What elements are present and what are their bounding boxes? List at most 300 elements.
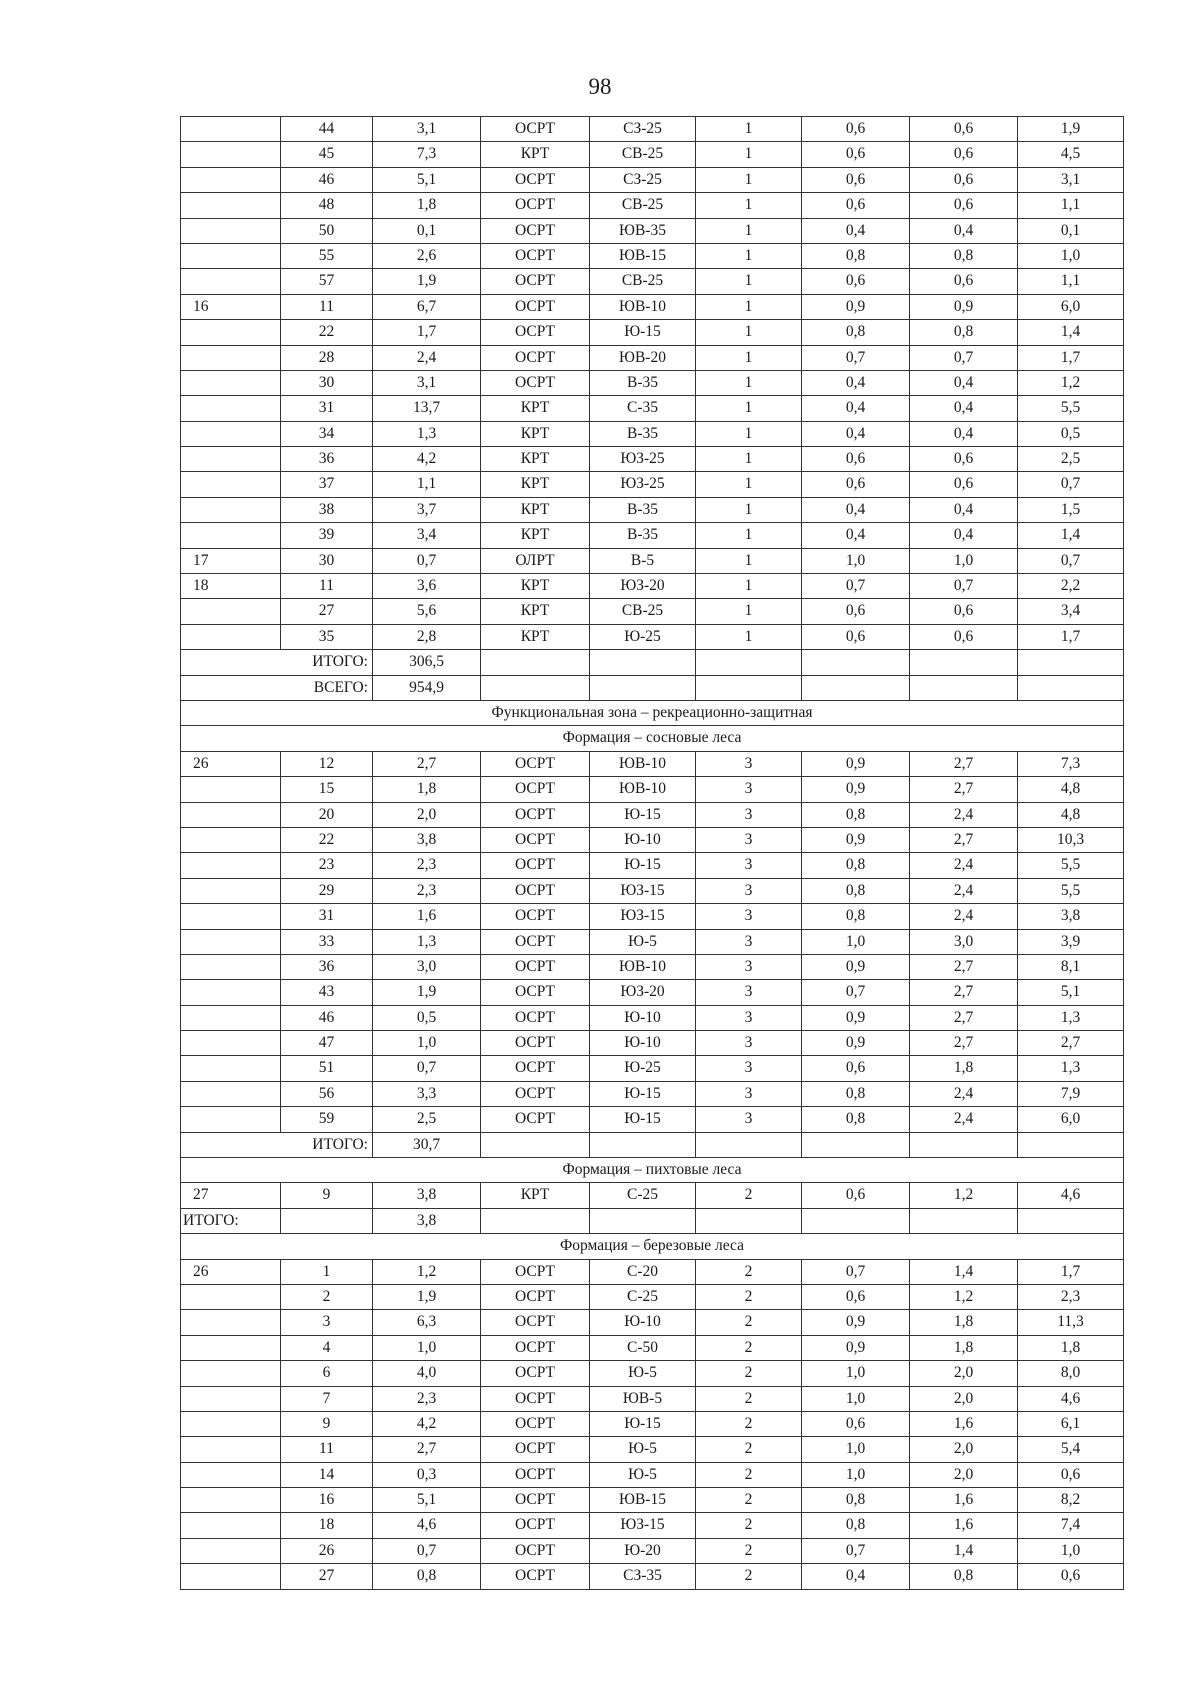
- cell-vydel: 26: [281, 1538, 373, 1563]
- cell-coef-b: 0,7: [802, 345, 910, 370]
- cell-exposure: С-25: [590, 1284, 696, 1309]
- cell-coef-c: 2,4: [910, 853, 1018, 878]
- cell-coef-c: 0,4: [910, 497, 1018, 522]
- cell-kvartal: [181, 1310, 281, 1335]
- cell-kvartal: [181, 243, 281, 268]
- itogo-row: [181, 1132, 1124, 1157]
- cell-coef-b: 0,7: [802, 1538, 910, 1563]
- cell-coef-c: 2,7: [910, 777, 1018, 802]
- cell-vydel: 15: [281, 777, 373, 802]
- block-4-rows: [181, 1259, 1124, 1589]
- table-row: [181, 1564, 1124, 1589]
- cell-category: КРТ: [481, 142, 590, 167]
- cell-area: 2,3: [373, 1386, 481, 1411]
- cell-kvartal: [181, 1335, 281, 1360]
- cell-vydel: 38: [281, 497, 373, 522]
- cell-area: 1,6: [373, 904, 481, 929]
- table-row: [181, 142, 1124, 167]
- cell-vydel: 59: [281, 1107, 373, 1132]
- cell-coef-c: 0,8: [910, 243, 1018, 268]
- cell-area: 0,3: [373, 1462, 481, 1487]
- cell-coef-a: 3: [696, 777, 802, 802]
- cell-exposure: Ю-10: [590, 1310, 696, 1335]
- cell-coef-b: 0,9: [802, 1335, 910, 1360]
- cell-category: ОСРТ: [481, 1005, 590, 1030]
- cell-coef-a: 3: [696, 827, 802, 852]
- cell-coef-c: 2,4: [910, 802, 1018, 827]
- cell-coef-c: 2,0: [910, 1437, 1018, 1462]
- cell-category: ОСРТ: [481, 751, 590, 776]
- cell-coef-c: 1,6: [910, 1411, 1018, 1436]
- cell-vydel: 48: [281, 193, 373, 218]
- cell-coef-b: 0,4: [802, 421, 910, 446]
- cell-coef-c: 0,4: [910, 421, 1018, 446]
- cell-exposure: ЮЗ-15: [590, 878, 696, 903]
- cell-result: 1,1: [1018, 193, 1124, 218]
- cell-exposure: Ю-5: [590, 1361, 696, 1386]
- cell-area: 3,3: [373, 1081, 481, 1106]
- cell-kvartal: [181, 117, 281, 142]
- cell-category: ОСРТ: [481, 193, 590, 218]
- cell-coef-b: 0,8: [802, 878, 910, 903]
- cell-exposure: СВ-25: [590, 193, 696, 218]
- cell-vydel: 47: [281, 1031, 373, 1056]
- cell-coef-b: 0,6: [802, 117, 910, 142]
- cell-kvartal: [181, 218, 281, 243]
- cell-category: ОСРТ: [481, 802, 590, 827]
- itogo-value: 30,7: [373, 1132, 481, 1157]
- cell-coef-b: 0,6: [802, 472, 910, 497]
- cell-coef-b: 0,8: [802, 243, 910, 268]
- cell-exposure: Ю-15: [590, 320, 696, 345]
- table-row: [181, 1183, 1124, 1208]
- cell-coef-a: 2: [696, 1462, 802, 1487]
- cell-category: КРТ: [481, 472, 590, 497]
- cell-area: 2,3: [373, 853, 481, 878]
- cell-coef-a: 3: [696, 1081, 802, 1106]
- cell-coef-b: 0,6: [802, 1284, 910, 1309]
- cell-category: ОСРТ: [481, 218, 590, 243]
- cell-coef-b: 0,6: [802, 1411, 910, 1436]
- cell-coef-c: 2,4: [910, 878, 1018, 903]
- table-row: [181, 878, 1124, 903]
- cell-coef-c: 0,7: [910, 345, 1018, 370]
- table-row: [181, 167, 1124, 192]
- table-row: [181, 954, 1124, 979]
- cell-coef-a: 3: [696, 929, 802, 954]
- cell-coef-b: 0,4: [802, 523, 910, 548]
- cell-exposure: Ю-5: [590, 1462, 696, 1487]
- cell-coef-a: 1: [696, 269, 802, 294]
- cell-exposure: В-35: [590, 523, 696, 548]
- cell-coef-c: 0,8: [910, 320, 1018, 345]
- cell-result: 1,3: [1018, 1056, 1124, 1081]
- cell-exposure: ЮЗ-25: [590, 447, 696, 472]
- cell-area: 3,1: [373, 117, 481, 142]
- cell-vydel: 45: [281, 142, 373, 167]
- cell-vydel: 33: [281, 929, 373, 954]
- cell-kvartal: [181, 1284, 281, 1309]
- cell-kvartal: [181, 1488, 281, 1513]
- cell-coef-c: 0,9: [910, 294, 1018, 319]
- cell-exposure: ЮЗ-20: [590, 574, 696, 599]
- cell-area: 1,7: [373, 320, 481, 345]
- cell-vydel: 43: [281, 980, 373, 1005]
- cell-result: 7,3: [1018, 751, 1124, 776]
- cell-coef-a: 1: [696, 142, 802, 167]
- table-row: [181, 1462, 1124, 1487]
- cell-coef-b: 0,9: [802, 751, 910, 776]
- cell-coef-a: 2: [696, 1284, 802, 1309]
- cell-exposure: ЮВ-35: [590, 218, 696, 243]
- table-row: [181, 345, 1124, 370]
- cell-result: 1,7: [1018, 345, 1124, 370]
- cell-result: 0,7: [1018, 472, 1124, 497]
- cell-result: 1,0: [1018, 243, 1124, 268]
- cell-exposure: Ю-10: [590, 827, 696, 852]
- cell-area: 1,8: [373, 193, 481, 218]
- cell-kvartal: [181, 802, 281, 827]
- cell-area: 2,3: [373, 878, 481, 903]
- cell-vydel: 3: [281, 1310, 373, 1335]
- cell-exposure: ЮЗ-15: [590, 1513, 696, 1538]
- cell-category: КРТ: [481, 523, 590, 548]
- table-row: [181, 1310, 1124, 1335]
- table-row: [181, 294, 1124, 319]
- cell-coef-b: 0,4: [802, 497, 910, 522]
- cell-result: 3,1: [1018, 167, 1124, 192]
- cell-coef-a: 3: [696, 1005, 802, 1030]
- totals-block-2: [181, 1132, 1124, 1183]
- cell-coef-b: 0,4: [802, 370, 910, 395]
- cell-exposure: СЗ-35: [590, 1564, 696, 1589]
- cell-exposure: ЮЗ-15: [590, 904, 696, 929]
- cell-result: 6,0: [1018, 294, 1124, 319]
- cell-category: ОСРТ: [481, 1031, 590, 1056]
- cell-result: 5,5: [1018, 396, 1124, 421]
- cell-result: 1,8: [1018, 1335, 1124, 1360]
- cell-kvartal: [181, 1411, 281, 1436]
- table-row: [181, 447, 1124, 472]
- cell-exposure: ЮВ-20: [590, 345, 696, 370]
- cell-exposure: В-35: [590, 421, 696, 446]
- cell-coef-a: 3: [696, 904, 802, 929]
- cell-category: ОСРТ: [481, 1310, 590, 1335]
- cell-area: 4,2: [373, 447, 481, 472]
- cell-result: 1,0: [1018, 1538, 1124, 1563]
- cell-coef-c: 0,6: [910, 269, 1018, 294]
- table-row: [181, 802, 1124, 827]
- cell-exposure: Ю-25: [590, 624, 696, 649]
- table-row: [181, 1411, 1124, 1436]
- cell-kvartal: 18: [181, 574, 281, 599]
- cell-kvartal: [181, 345, 281, 370]
- cell-result: 1,1: [1018, 269, 1124, 294]
- cell-vydel: 27: [281, 599, 373, 624]
- cell-result: 0,6: [1018, 1462, 1124, 1487]
- table-row: [181, 370, 1124, 395]
- cell-coef-a: 3: [696, 1031, 802, 1056]
- cell-kvartal: [181, 878, 281, 903]
- cell-coef-b: 0,9: [802, 1031, 910, 1056]
- cell-kvartal: [181, 777, 281, 802]
- cell-coef-b: 0,4: [802, 396, 910, 421]
- cell-coef-a: 1: [696, 320, 802, 345]
- cell-result: 8,2: [1018, 1488, 1124, 1513]
- cell-category: ОСРТ: [481, 294, 590, 319]
- cell-exposure: ЮВ-15: [590, 1488, 696, 1513]
- cell-coef-a: 2: [696, 1411, 802, 1436]
- cell-category: ОСРТ: [481, 370, 590, 395]
- cell-vydel: 9: [281, 1411, 373, 1436]
- cell-coef-a: 1: [696, 396, 802, 421]
- table-row: [181, 853, 1124, 878]
- itogo-row: [181, 1208, 1124, 1233]
- cell-category: ОСРТ: [481, 1081, 590, 1106]
- cell-result: 8,1: [1018, 954, 1124, 979]
- cell-area: 5,6: [373, 599, 481, 624]
- cell-category: ОСРТ: [481, 1386, 590, 1411]
- forest-data-table: [180, 116, 1124, 1590]
- table-row: [181, 1513, 1124, 1538]
- cell-category: КРТ: [481, 421, 590, 446]
- cell-vydel: 55: [281, 243, 373, 268]
- itogo-label: ИТОГО:: [181, 650, 373, 675]
- cell-coef-c: 1,2: [910, 1284, 1018, 1309]
- cell-coef-a: 1: [696, 497, 802, 522]
- cell-area: 0,8: [373, 1564, 481, 1589]
- cell-category: КРТ: [481, 624, 590, 649]
- cell-coef-c: 1,4: [910, 1538, 1018, 1563]
- cell-category: КРТ: [481, 396, 590, 421]
- formation-birch-title: Формация – березовые леса: [181, 1234, 1124, 1259]
- cell-category: ОСРТ: [481, 878, 590, 903]
- cell-coef-a: 1: [696, 193, 802, 218]
- cell-exposure: Ю-15: [590, 1081, 696, 1106]
- cell-coef-c: 0,7: [910, 574, 1018, 599]
- cell-kvartal: [181, 1081, 281, 1106]
- cell-vydel: 14: [281, 1462, 373, 1487]
- cell-kvartal: [181, 421, 281, 446]
- cell-category: ОСРТ: [481, 117, 590, 142]
- cell-result: 2,3: [1018, 1284, 1124, 1309]
- cell-exposure: С-20: [590, 1259, 696, 1284]
- cell-coef-c: 0,4: [910, 523, 1018, 548]
- cell-area: 0,7: [373, 548, 481, 573]
- cell-category: ОСРТ: [481, 853, 590, 878]
- table-row: [181, 421, 1124, 446]
- cell-category: ОСРТ: [481, 1488, 590, 1513]
- cell-coef-c: 2,7: [910, 1005, 1018, 1030]
- cell-result: 1,5: [1018, 497, 1124, 522]
- cell-result: 0,7: [1018, 548, 1124, 573]
- cell-exposure: В-35: [590, 497, 696, 522]
- cell-result: 0,5: [1018, 421, 1124, 446]
- cell-coef-a: 2: [696, 1259, 802, 1284]
- cell-exposure: В-5: [590, 548, 696, 573]
- cell-coef-b: 0,6: [802, 269, 910, 294]
- cell-category: ОСРТ: [481, 1259, 590, 1284]
- cell-coef-b: 0,7: [802, 574, 910, 599]
- cell-result: 2,7: [1018, 1031, 1124, 1056]
- cell-coef-b: 0,6: [802, 1183, 910, 1208]
- cell-vydel: 6: [281, 1361, 373, 1386]
- table-row: [181, 269, 1124, 294]
- cell-kvartal: [181, 447, 281, 472]
- cell-area: 4,2: [373, 1411, 481, 1436]
- cell-vydel: 56: [281, 1081, 373, 1106]
- table-row: [181, 1005, 1124, 1030]
- cell-result: 0,6: [1018, 1564, 1124, 1589]
- cell-coef-a: 2: [696, 1538, 802, 1563]
- cell-kvartal: [181, 193, 281, 218]
- cell-coef-c: 0,6: [910, 624, 1018, 649]
- cell-vydel: 29: [281, 878, 373, 903]
- cell-area: 3,1: [373, 370, 481, 395]
- cell-coef-a: 2: [696, 1386, 802, 1411]
- table-row: [181, 396, 1124, 421]
- cell-coef-b: 1,0: [802, 1462, 910, 1487]
- cell-coef-a: 2: [696, 1183, 802, 1208]
- cell-vydel: 44: [281, 117, 373, 142]
- cell-coef-a: 1: [696, 243, 802, 268]
- cell-area: 5,1: [373, 1488, 481, 1513]
- cell-result: 4,8: [1018, 777, 1124, 802]
- cell-coef-a: 3: [696, 1056, 802, 1081]
- cell-kvartal: [181, 1031, 281, 1056]
- cell-area: 3,0: [373, 954, 481, 979]
- cell-area: 2,0: [373, 802, 481, 827]
- cell-vydel: 4: [281, 1335, 373, 1360]
- cell-kvartal: [181, 904, 281, 929]
- cell-exposure: Ю-20: [590, 1538, 696, 1563]
- cell-exposure: СВ-25: [590, 599, 696, 624]
- formation-row: [181, 726, 1124, 751]
- cell-result: 0,1: [1018, 218, 1124, 243]
- cell-exposure: Ю-15: [590, 1411, 696, 1436]
- cell-coef-c: 0,4: [910, 370, 1018, 395]
- cell-result: 5,5: [1018, 853, 1124, 878]
- cell-coef-c: 0,6: [910, 472, 1018, 497]
- cell-category: ОСРТ: [481, 345, 590, 370]
- cell-vydel: 16: [281, 1488, 373, 1513]
- cell-area: 1,0: [373, 1335, 481, 1360]
- itogo-row: [181, 650, 1124, 675]
- cell-coef-a: 3: [696, 802, 802, 827]
- cell-coef-c: 2,0: [910, 1386, 1018, 1411]
- cell-category: КРТ: [481, 447, 590, 472]
- cell-vydel: 2: [281, 1284, 373, 1309]
- cell-coef-a: 1: [696, 548, 802, 573]
- cell-coef-a: 1: [696, 447, 802, 472]
- cell-kvartal: [181, 624, 281, 649]
- cell-result: 6,0: [1018, 1107, 1124, 1132]
- formation-row: [181, 1234, 1124, 1259]
- cell-category: ОСРТ: [481, 1411, 590, 1436]
- cell-vydel: 46: [281, 167, 373, 192]
- table-row: [181, 320, 1124, 345]
- itogo-label: ИТОГО:: [181, 1208, 281, 1233]
- cell-coef-c: 0,6: [910, 447, 1018, 472]
- page-number: 98: [588, 74, 612, 99]
- cell-category: ОСРТ: [481, 1335, 590, 1360]
- cell-coef-c: 1,6: [910, 1513, 1018, 1538]
- cell-coef-b: 0,9: [802, 294, 910, 319]
- cell-vydel: 31: [281, 396, 373, 421]
- cell-vydel: 22: [281, 827, 373, 852]
- table-row: [181, 827, 1124, 852]
- cell-area: 1,9: [373, 980, 481, 1005]
- cell-vydel: 11: [281, 1437, 373, 1462]
- cell-coef-c: 0,6: [910, 193, 1018, 218]
- cell-kvartal: [181, 980, 281, 1005]
- cell-vydel: 57: [281, 269, 373, 294]
- cell-exposure: Ю-5: [590, 929, 696, 954]
- cell-coef-a: 2: [696, 1335, 802, 1360]
- table-row: [181, 243, 1124, 268]
- cell-kvartal: [181, 1005, 281, 1030]
- cell-exposure: С-50: [590, 1335, 696, 1360]
- cell-area: 1,3: [373, 929, 481, 954]
- table-row: [181, 929, 1124, 954]
- cell-category: КРТ: [481, 497, 590, 522]
- cell-exposure: ЮВ-10: [590, 777, 696, 802]
- cell-kvartal: [181, 320, 281, 345]
- cell-result: 3,9: [1018, 929, 1124, 954]
- cell-kvartal: [181, 853, 281, 878]
- cell-area: 3,8: [373, 1183, 481, 1208]
- table-row: [181, 193, 1124, 218]
- cell-result: 4,8: [1018, 802, 1124, 827]
- cell-result: 10,3: [1018, 827, 1124, 852]
- cell-kvartal: [181, 396, 281, 421]
- cell-coef-b: 1,0: [802, 929, 910, 954]
- cell-category: ОЛРТ: [481, 548, 590, 573]
- cell-coef-c: 3,0: [910, 929, 1018, 954]
- cell-exposure: С-25: [590, 1183, 696, 1208]
- cell-exposure: Ю-25: [590, 1056, 696, 1081]
- cell-category: КРТ: [481, 574, 590, 599]
- formation-fir-title: Формация – пихтовые леса: [181, 1158, 1124, 1183]
- cell-coef-a: 2: [696, 1564, 802, 1589]
- cell-category: ОСРТ: [481, 954, 590, 979]
- cell-result: 1,4: [1018, 320, 1124, 345]
- cell-result: 1,7: [1018, 624, 1124, 649]
- table-row: [181, 1107, 1124, 1132]
- cell-result: 3,4: [1018, 599, 1124, 624]
- cell-result: 3,8: [1018, 904, 1124, 929]
- cell-coef-c: 2,0: [910, 1361, 1018, 1386]
- cell-coef-b: 0,6: [802, 447, 910, 472]
- cell-area: 0,7: [373, 1538, 481, 1563]
- cell-kvartal: 27: [181, 1183, 281, 1208]
- cell-area: 2,8: [373, 624, 481, 649]
- cell-kvartal: [181, 1538, 281, 1563]
- cell-area: 4,0: [373, 1361, 481, 1386]
- cell-coef-b: 0,6: [802, 193, 910, 218]
- cell-result: 5,4: [1018, 1437, 1124, 1462]
- cell-coef-a: 2: [696, 1488, 802, 1513]
- itogo-value: 3,8: [373, 1208, 481, 1233]
- cell-kvartal: [181, 827, 281, 852]
- cell-category: ОСРТ: [481, 1564, 590, 1589]
- table-row: [181, 980, 1124, 1005]
- cell-exposure: ЮВ-15: [590, 243, 696, 268]
- cell-exposure: Ю-10: [590, 1005, 696, 1030]
- cell-coef-c: 0,8: [910, 1564, 1018, 1589]
- cell-vydel: 36: [281, 954, 373, 979]
- cell-exposure: Ю-10: [590, 1031, 696, 1056]
